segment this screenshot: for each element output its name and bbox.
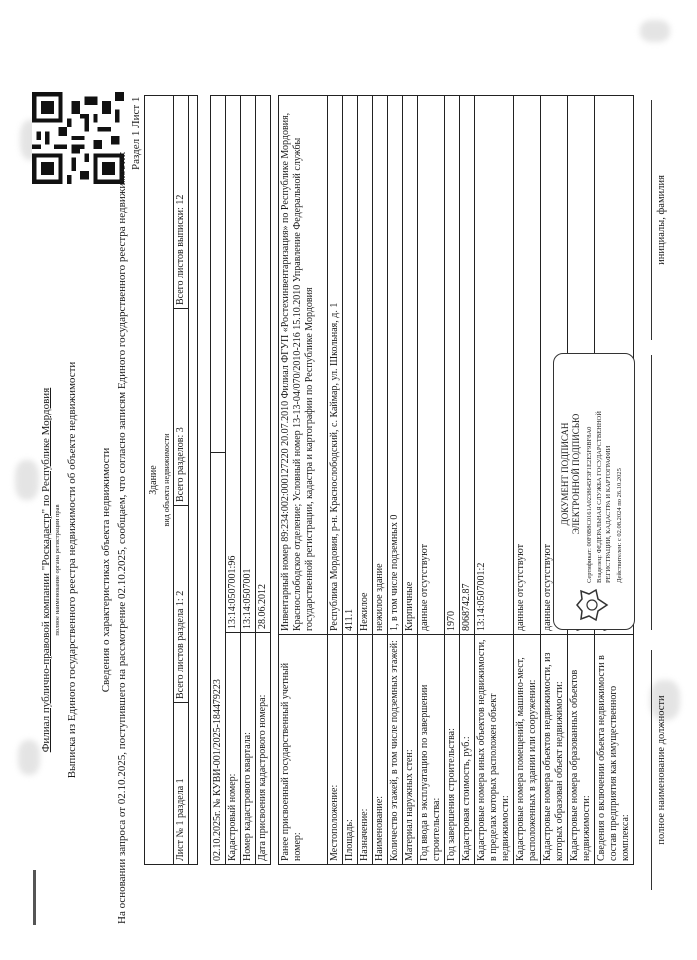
row-label: Сведения о включении объекта недвижимости в состав предприятия как имущественного комплекса:	[595, 635, 634, 865]
stamp-owner-cont: РЕГИСТРАЦИИ, КАДАСТРА И КАРТОГРАФИИ	[605, 445, 612, 583]
org-name: Филиал публично-правовой компании "Роскадастр" по Республике Мордовия	[40, 387, 52, 753]
row-label: Кадастровый номер:	[226, 633, 241, 865]
document-subtitle: Сведения о характеристиках объекта недвижимости	[100, 447, 112, 693]
signature-stamp	[553, 353, 635, 630]
row-value: 8068742.87	[460, 96, 475, 635]
row-value: Республика Мордовия, р-н. Краснослободский, с. Каймар, ул. Школьная, д. 1	[328, 96, 343, 635]
row-label: Материал наружных стен:	[403, 635, 418, 865]
stamp-owner: Владелец: ФЕДЕРАЛЬНАЯ СЛУЖБА ГОСУДАРСТВЕННОЙ	[596, 411, 603, 583]
row-value: 1, в том числе подземных 0	[388, 96, 403, 635]
row-value: 13:14:0507001:96	[226, 96, 241, 633]
cadastral-table	[210, 95, 271, 865]
section-label: Раздел 1 Лист 1	[130, 96, 142, 170]
row-label: Наименование:	[373, 635, 388, 865]
emblem-icon	[574, 587, 610, 623]
row-label: Площадь:	[343, 635, 358, 865]
sections-total: Всего разделов: 3	[173, 309, 188, 506]
row-value: данные отсутствуют	[541, 96, 568, 635]
row-value: 28.06.2012	[256, 96, 271, 633]
row-value: 411.1	[343, 96, 358, 635]
row-label: Кадастровые номера объектов недвижимости, из которых образован объект недвижимости:	[541, 635, 568, 865]
row-label: Кадастровые номера иных объектов недвижимости, в пределах которых расположен объект недвижимости:	[475, 635, 514, 865]
row-value: Инвентарный номер 89:234:002:000127220 20.07.2010 Филиал ФГУП «Ростехинвентаризация» по Республике Мордовия, Краснослободское отделение; Условный номер 13-13-04/070/2010-216 15.10.2010 Управление Федеральной службы государственной регистрации, кадастра и картографии по Республике Мордовия	[279, 96, 328, 635]
row-label: Номер кадастрового квартала:	[241, 633, 256, 865]
position-line	[651, 650, 652, 890]
row-value: 13:14:0507001	[241, 96, 256, 633]
name-caption: инициалы, фамилия	[656, 175, 667, 265]
stamp-validity: Действителен: с 02.08.2024 по 26.10.2025	[616, 468, 623, 583]
row-value: данные отсутствуют	[514, 96, 541, 635]
row-label: Кадастровые номера помещений, машино-мест, расположенных в здании или сооружении:	[514, 635, 541, 865]
row-value: 1970	[445, 96, 460, 635]
row-label: Назначение:	[358, 635, 373, 865]
row-label: Количество этажей, в том числе подземных этажей:	[388, 635, 403, 865]
position-caption: полное наименование должности	[656, 695, 667, 845]
name-line	[651, 100, 652, 340]
row-label: Год ввода в эксплуатацию по завершении строительства:	[418, 635, 445, 865]
document-title: Выписка из Единого государственного реестра недвижимости об объекте недвижимости	[66, 361, 78, 779]
row-label: Дата присвоения кадастрового номера:	[256, 633, 271, 865]
row-label: Ранее присвоенный государственный учетный номер:	[279, 635, 328, 865]
stamp-title: ДОКУМЕНТ ПОДПИСАН	[560, 422, 570, 526]
header-table	[144, 95, 198, 865]
qr-code	[32, 92, 124, 184]
object-type-caption: вид объекта недвижимости	[162, 433, 171, 527]
stamp-certificate: Сертификат: 00F0B8C0161A0238645F3F1E2E5F9BF8A0	[586, 426, 593, 583]
row-value: 13:14:0507001:2	[475, 96, 514, 635]
sheets-in-section: Всего листов раздела 1: 2	[173, 506, 188, 703]
sheets-total: Всего листов выписки: 12	[173, 96, 188, 309]
date-number: 02.10.2025г. № КУВИ-001/2025-184479223	[211, 453, 226, 865]
stamp-subtitle: ЭЛЕКТРОННОЙ ПОДПИСЬЮ	[571, 413, 581, 535]
row-label: Год завершения строительства:	[445, 635, 460, 865]
row-label: Местоположение:	[328, 635, 343, 865]
row-value: нежилое здание	[373, 96, 388, 635]
org-caption: полное наименование органа регистрации прав	[54, 504, 61, 636]
signature-line	[651, 355, 652, 630]
row-label: Кадастровые номера образованных объектов недвижимости:	[568, 635, 595, 865]
sheet-number: Лист № 1 раздела 1	[173, 703, 188, 865]
request-basis: На основании запроса от 02.10.2025, поступившего на рассмотрение 02.10.2025, сообщаем, что согласно записям Единого государственного реестра недвижимости:	[116, 151, 128, 924]
object-type: Здание	[148, 465, 159, 495]
row-value: Кирпичные	[403, 96, 418, 635]
row-label: Кадастровая стоимость, руб.:	[460, 635, 475, 865]
row-value: Нежилое	[358, 96, 373, 635]
row-value: данные отсутствуют	[418, 96, 445, 635]
